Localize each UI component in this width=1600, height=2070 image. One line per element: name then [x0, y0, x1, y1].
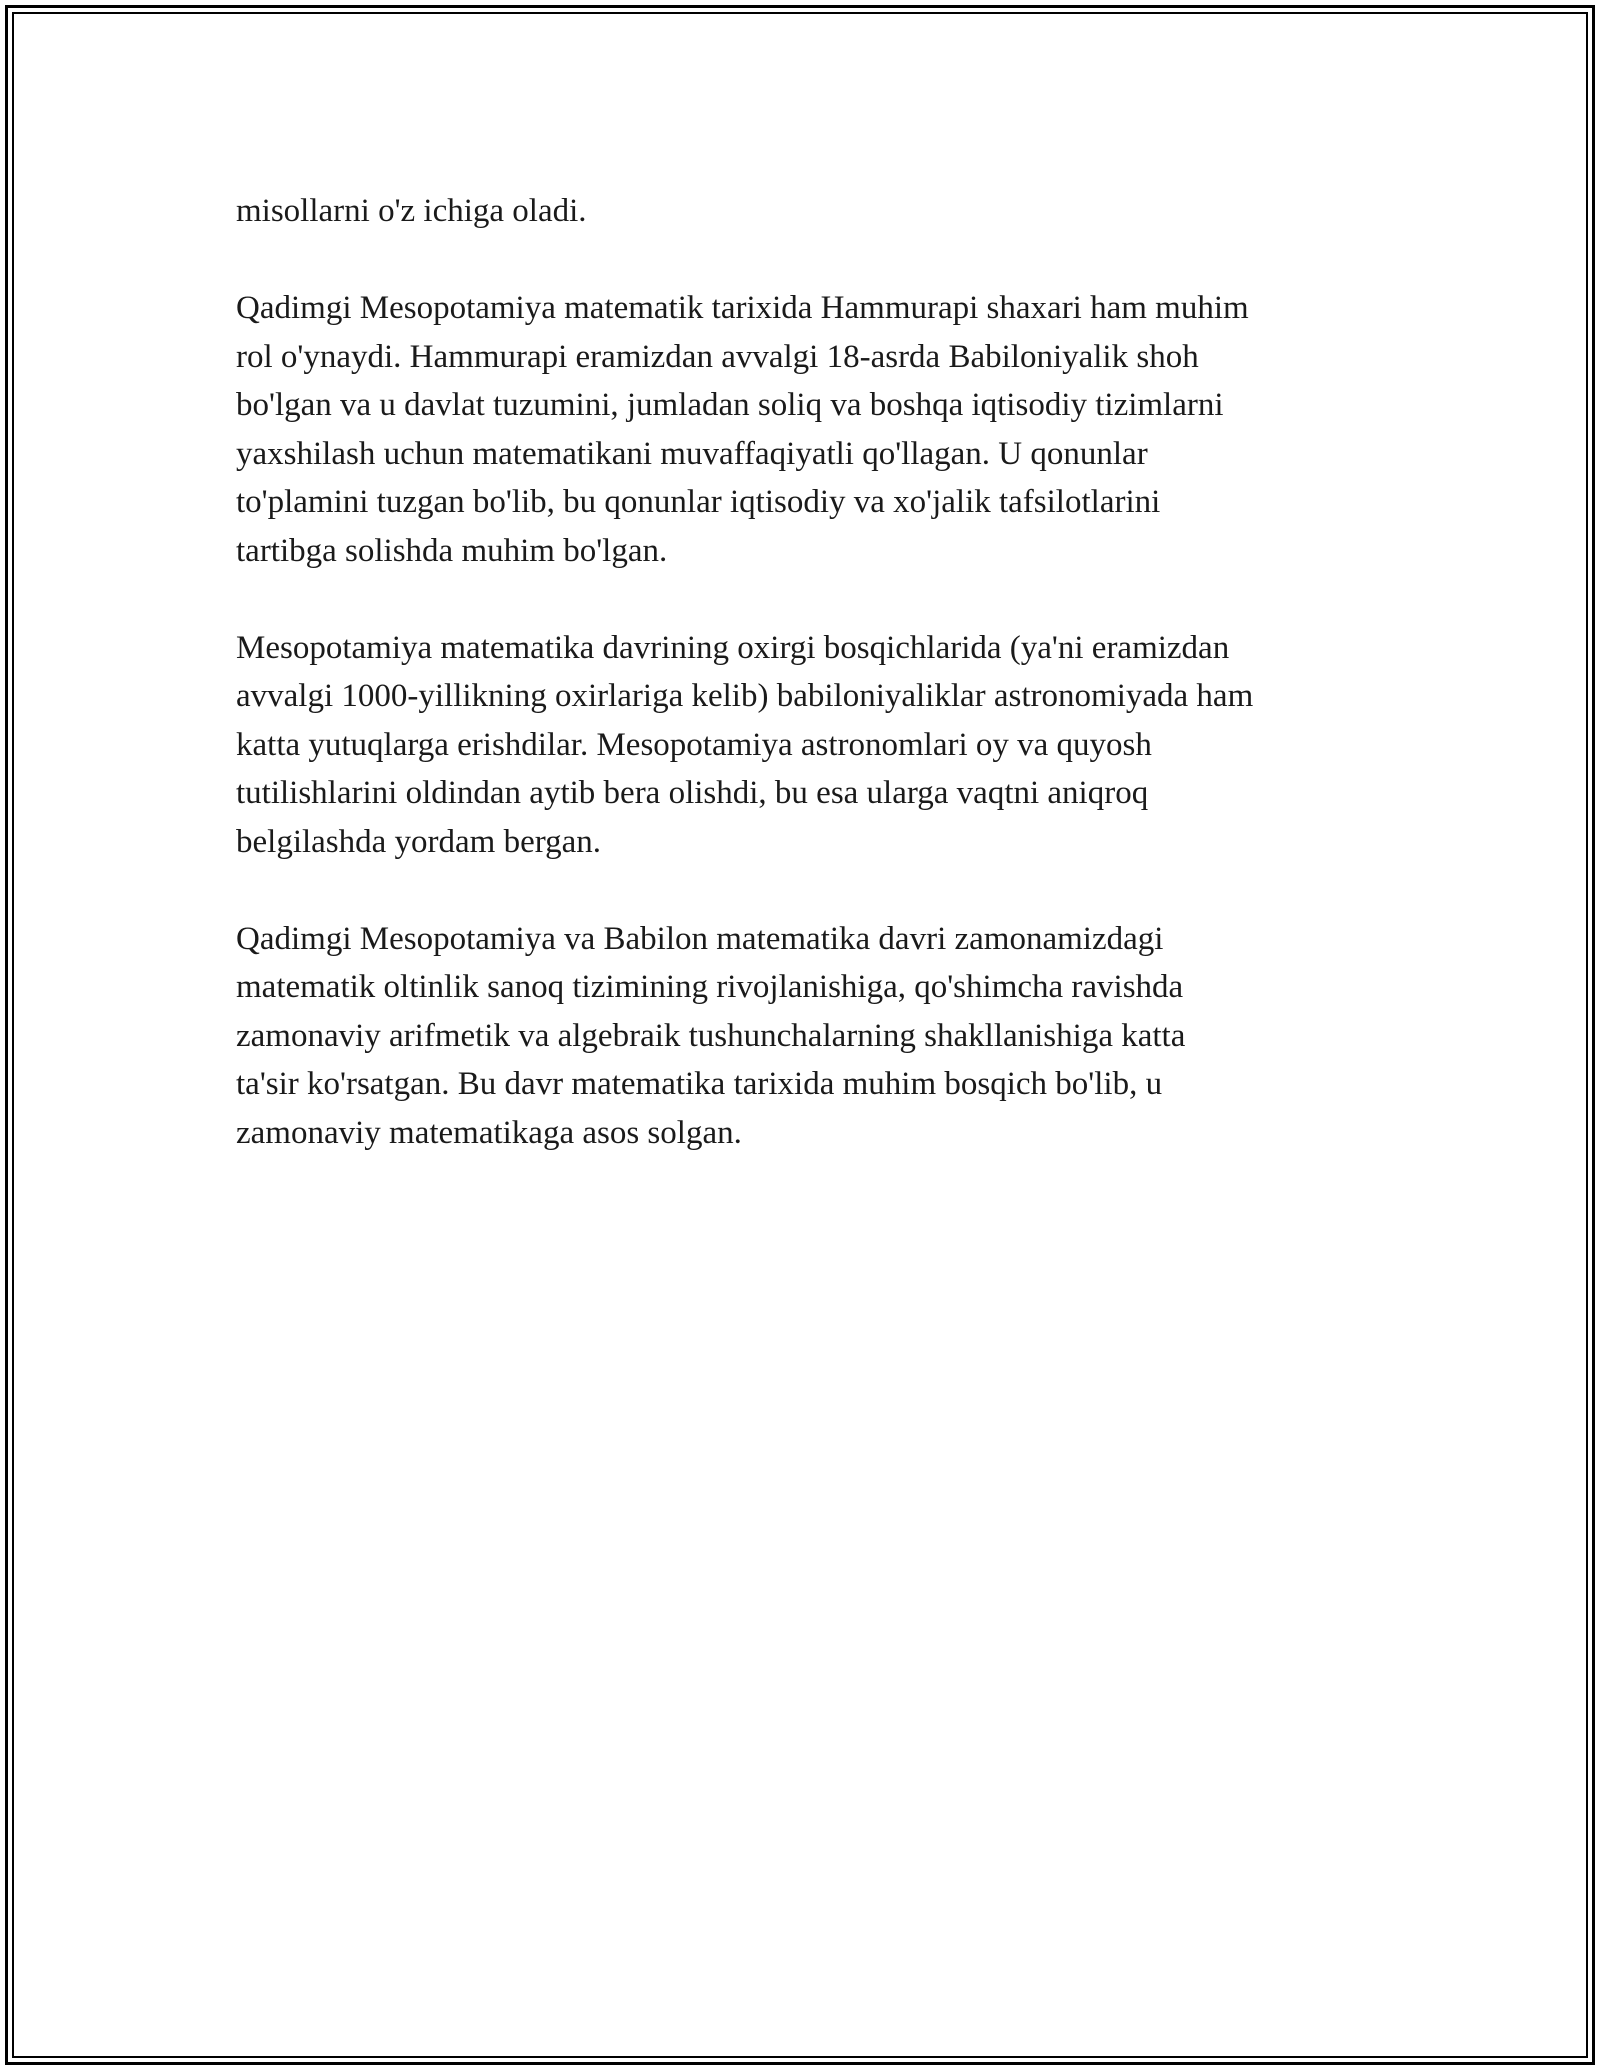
- text-line: avvalgi 1000-yillikning oxirlariga kelib) babiloniyaliklar astronomiyada ham: [236, 678, 1254, 714]
- paragraph-3: [236, 624, 1386, 867]
- text-line: tutilishlarini oldindan aytib bera olishdi, bu esa ularga vaqtni aniqroq: [236, 775, 1149, 811]
- text-line: rol o'ynaydi. Hammurapi eramizdan avvalgi 18-asrda Babiloniyalik shoh: [236, 338, 1199, 375]
- paragraph-2: [236, 284, 1386, 575]
- text-line: ta'sir ko'rsatgan. Bu davr matematika tarixida muhim bosqich bo'lib, u: [236, 1066, 1163, 1102]
- text-line: zamonaviy matematikaga asos solgan.: [236, 1114, 742, 1151]
- text-line: Qadimgi Mesopotamiya matematik tarixida Hammurapi shaxari ham muhim: [236, 290, 1249, 326]
- text-line: to'plamini tuzgan bo'lib, bu qonunlar iqtisodiy va xo'jalik tafsilotlarini: [236, 484, 1161, 520]
- text-line: Qadimgi Mesopotamiya va Babilon matematika davri zamonamizdagi: [236, 920, 1164, 957]
- text-line: bo'lgan va u davlat tuzumini, jumladan soliq va boshqa iqtisodiy tizimlarni: [236, 387, 1224, 423]
- text-line: katta yutuqlarga erishdilar. Mesopotamiya astronomlari oy va quyosh: [236, 726, 1152, 763]
- text-line: tartibga solishda muhim bo'lgan.: [236, 532, 668, 569]
- paragraph-4: [236, 915, 1386, 1158]
- text-line: yaxshilash uchun matematikani muvaffaqiyatli qo'llagan. U qonunlar: [236, 435, 1148, 472]
- text-line: belgilashda yordam bergan.: [236, 823, 602, 860]
- text-line: zamonaviy arifmetik va algebraik tushunchalarning shakllanishiga katta: [236, 1017, 1186, 1054]
- text-line: misollarni o'z ichiga oladi.: [236, 193, 587, 229]
- paragraph-1: [236, 187, 1386, 236]
- text-line: matematik oltinlik sanoq tizimining rivojlanishiga, qo'shimcha ravishda: [236, 969, 1184, 1005]
- document-body: [236, 187, 1386, 1206]
- text-line: Mesopotamiya matematika davrining oxirgi bosqichlarida (ya'ni eramizdan: [236, 629, 1230, 666]
